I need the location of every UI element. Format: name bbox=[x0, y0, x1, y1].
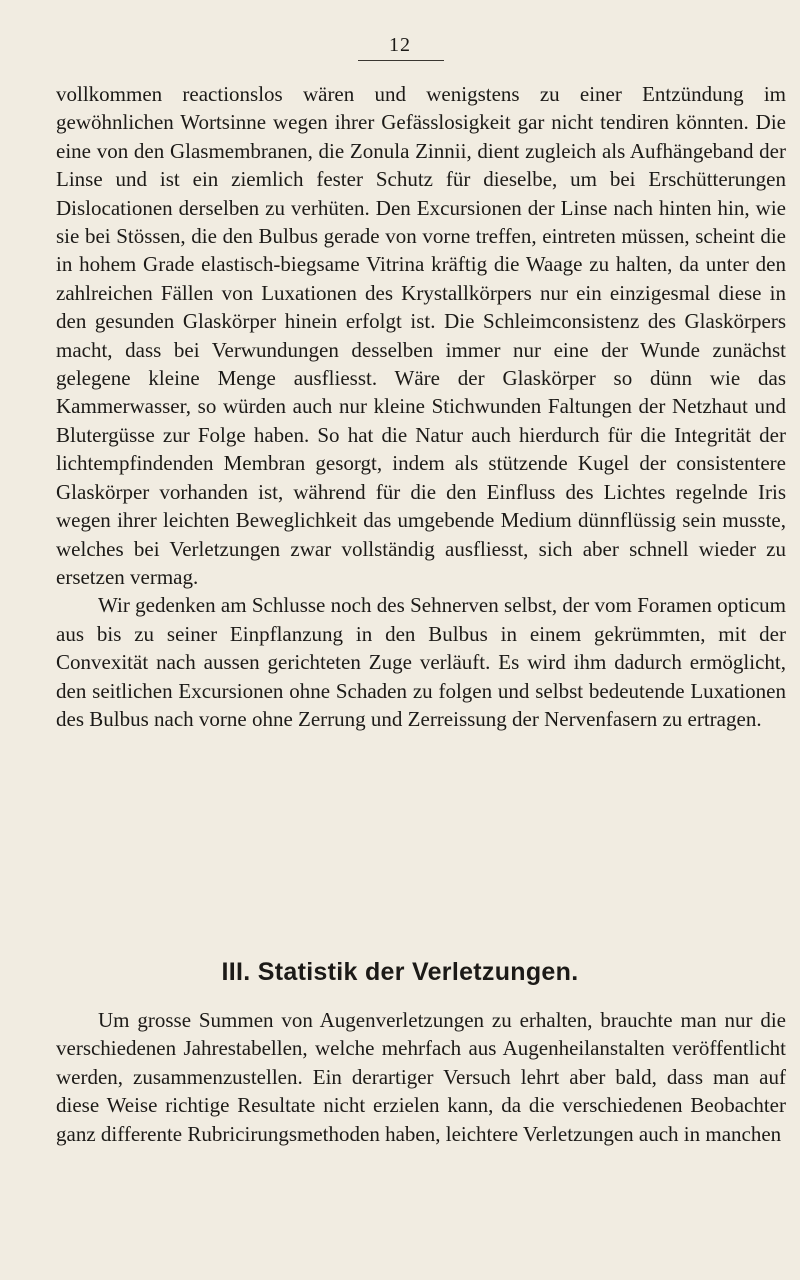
page-number: 12 bbox=[389, 34, 411, 56]
page-number-rule bbox=[358, 60, 444, 61]
paragraph-optic-nerve: Wir gedenken am Schlusse noch des Sehnerven selbst, der vom Foramen opticum aus bis zu seiner Einpflanzung in den Bulbus in einem gekrümmten, mit der Convexität nach aussen gerichteten Zuge verläuft. Es wird ihm dadurch ermöglicht, den seitlichen Excursionen ohne Schaden zu folgen und selbst bedeutende Luxationen des Bulbus nach vorne ohne Zerrung und Zerreissung der Nervenfasern zu ertragen. bbox=[56, 593, 786, 731]
body-text bbox=[56, 80, 786, 733]
paragraph-statistics: Um grosse Summen von Augenverletzungen zu erhalten, brauchte man nur die verschiedenen Jahrestabellen, welche mehrfach aus Augenheilanstalten veröffentlicht werden, zusammenzustellen. Ein derartiger Versuch lehrt aber bald, dass man auf diese Weise richtige Resultate nicht erzielen kann, da die verschiedenen Beobachter ganz differente Rubricirungsmethoden haben, leichtere Verletzungen auch in manchen bbox=[56, 1008, 786, 1146]
section-text bbox=[56, 1006, 786, 1148]
paragraph-continuation: vollkommen reactionslos wären und wenigstens zu einer Entzündung im gewöhnlichen Wortsinne wegen ihrer Gefässlosigkeit gar nicht tendiren könnten. Die eine von den Glasmembranen, die Zonula Zinnii, dient zugleich als Aufhängeband der Linse und ist ein ziemlich fester Schutz für dieselbe, um bei Erschütterungen Dislocationen derselben zu verhüten. Den Excursionen der Linse nach hinten hin, wie sie bei Stössen, die den Bulbus gerade von vorne treffen, eintreten müssen, scheint die in hohem Grade elastisch-biegsame Vitrina kräftig die Waage zu halten, da unter den zahlreichen Fällen von Luxationen des Krystallkörpers nur ein einzigesmal diese in den gesunden Glaskörper hinein erfolgt ist. Die Schleimconsistenz des Glaskörpers macht, dass bei Verwundungen desselben immer nur eine der Wunde zunächst gelegene kleine Menge ausfliesst. Wäre der Glaskörper so dünn wie das Kammerwasser, so würden auch nur kleine Stichwunden Faltungen der Netzhaut und Blutergüsse zur Folge haben. So hat die Natur auch hierdurch für die Integrität der lichtempfindenden Membran gesorgt, indem als stützende Kugel der consistentere Glaskörper vorhanden ist, während für die den Einfluss des Lichtes regelnde Iris wegen ihrer leichten Beweglichkeit das umgebende Medium dünnflüssig sein musste, welches bei Verletzungen zwar vollständig ausfliesst, sich aber schnell wieder zu ersetzen vermag. bbox=[56, 82, 786, 589]
section-heading: III. Statistik der Verletzungen. bbox=[221, 958, 579, 986]
